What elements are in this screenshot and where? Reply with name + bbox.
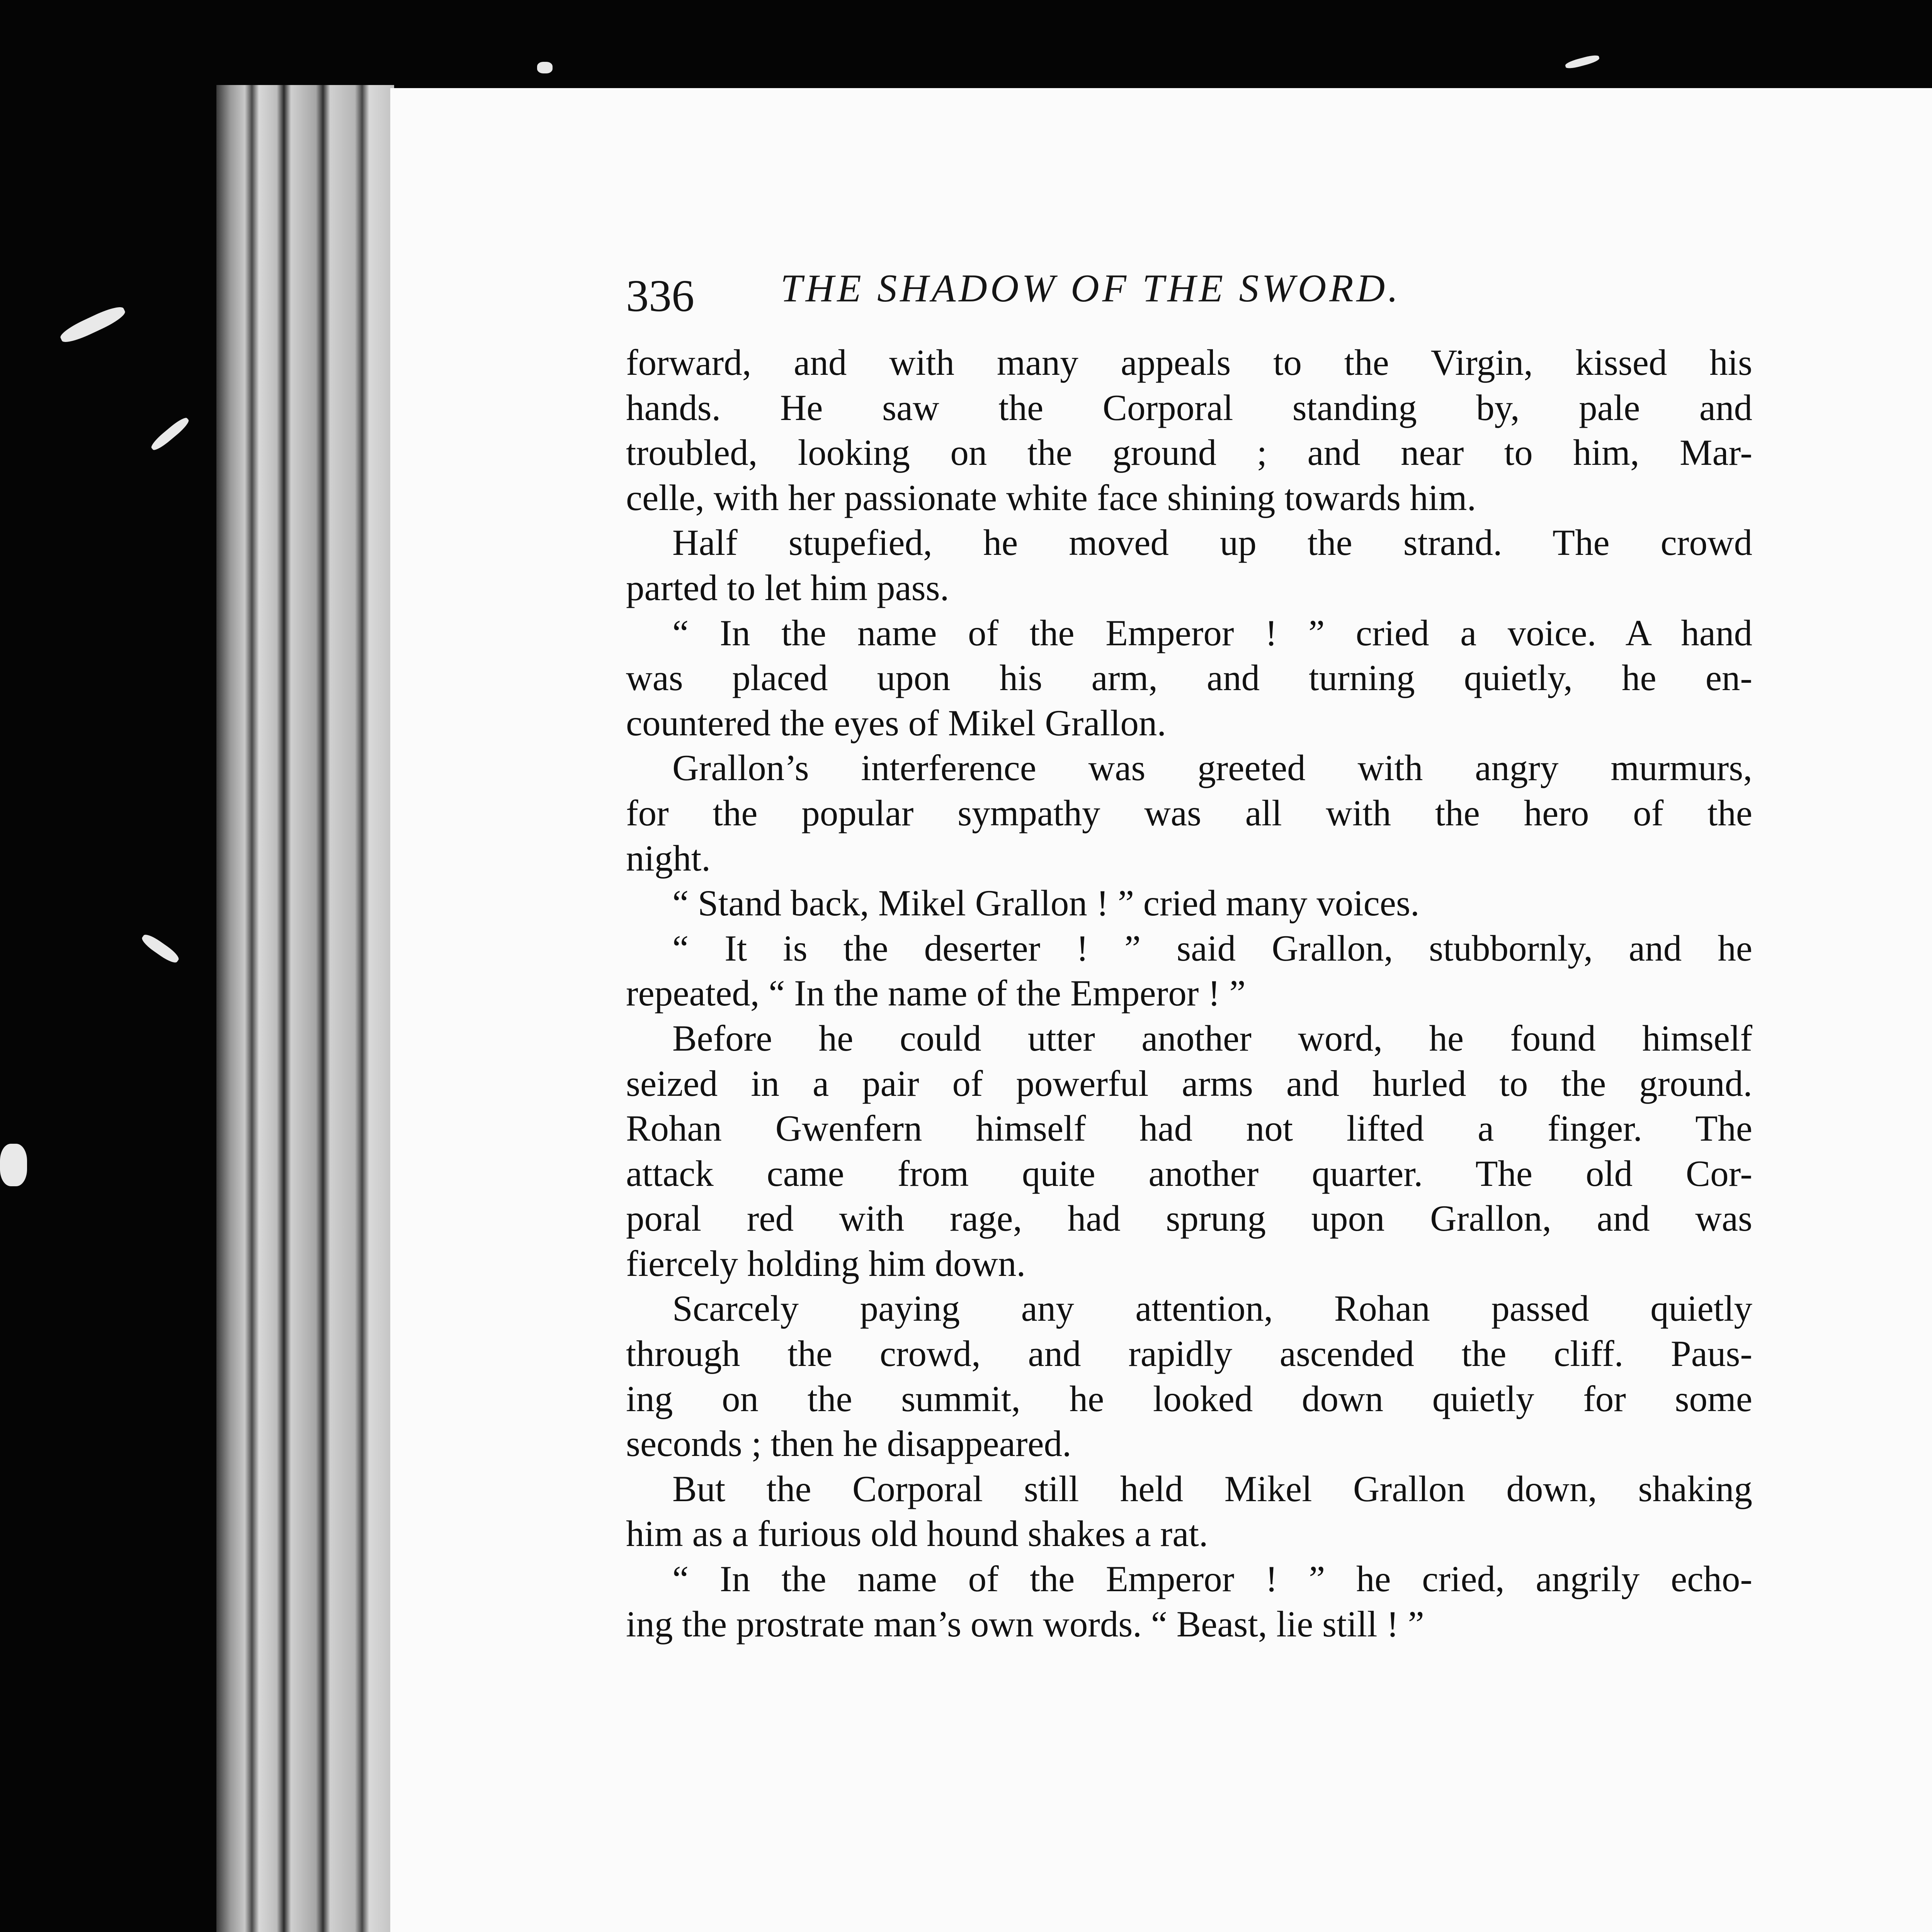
- text-line: “ Stand back, Mikel Grallon ! ” cried many voices.: [672, 883, 1420, 924]
- text-line: Half stupefied, he moved up the strand. The crowd: [672, 522, 1752, 563]
- scan-speck: [139, 932, 181, 966]
- text-line: him as a furious old hound shakes a rat.: [626, 1513, 1208, 1554]
- text-line: countered the eyes of Mikel Grallon.: [626, 702, 1167, 743]
- text-line: troubled, looking on the ground ; and near to him, Mar-: [626, 432, 1752, 473]
- text-line: for the popular sympathy was all with the hero of the: [626, 792, 1752, 833]
- text-line: fiercely holding him down.: [626, 1243, 1026, 1284]
- body-text: [626, 340, 1752, 1646]
- text-line: seconds ; then he disappeared.: [626, 1423, 1071, 1464]
- text-line: Grallon’s interference was greeted with angry murmurs,: [672, 747, 1752, 789]
- text-line: attack came from quite another quarter. The old Cor-: [626, 1153, 1752, 1194]
- text-line: was placed upon his arm, and turning quietly, he en-: [626, 657, 1752, 699]
- text-line: ing on the summit, he looked down quietly for some: [626, 1378, 1752, 1419]
- text-line: Scarcely paying any attention, Rohan passed quietly: [672, 1288, 1752, 1329]
- scan-speck: [58, 303, 128, 346]
- text-line: ing the prostrate man’s own words. “ Beast, lie still ! ”: [626, 1603, 1424, 1645]
- running-head: [626, 255, 1569, 321]
- text-line: Rohan Gwenfern himself had not lifted a finger. The: [626, 1108, 1752, 1149]
- text-line: hands. He saw the Corporal standing by, pale and: [626, 387, 1752, 428]
- text-line: parted to let him pass.: [626, 567, 949, 608]
- text-line: “ In the name of the Emperor ! ” he cried, angrily echo-: [672, 1558, 1752, 1600]
- text-line: forward, and with many appeals to the Virgin, kissed his: [626, 342, 1752, 383]
- scan-speck: [149, 415, 191, 452]
- text-line: through the crowd, and rapidly ascended the cliff. Paus-: [626, 1333, 1752, 1374]
- book-page-stack: [216, 85, 394, 1932]
- text-line: seized in a pair of powerful arms and hurled to the ground.: [626, 1063, 1752, 1104]
- text-line: But the Corporal still held Mikel Grallon down, shaking: [672, 1468, 1752, 1509]
- text-line: Before he could utter another word, he found himself: [672, 1017, 1752, 1059]
- text-line: celle, with her passionate white face shining towards him.: [626, 477, 1476, 518]
- text-line: repeated, “ In the name of the Emperor ! ”: [626, 973, 1246, 1014]
- scan-speck: [537, 62, 553, 73]
- text-line: “ In the name of the Emperor ! ” cried a voice. A hand: [672, 612, 1752, 653]
- text-line: “ It is the deserter ! ” said Grallon, stubbornly, and he: [672, 927, 1752, 969]
- text-line: poral red with rage, had sprung upon Grallon, and was: [626, 1198, 1752, 1239]
- scan-speck: [1565, 54, 1600, 70]
- page-number: 336: [626, 270, 694, 321]
- scan-speck: [0, 1144, 27, 1186]
- book-title: THE SHADOW OF THE SWORD.: [781, 267, 1401, 310]
- text-line: night.: [626, 837, 711, 879]
